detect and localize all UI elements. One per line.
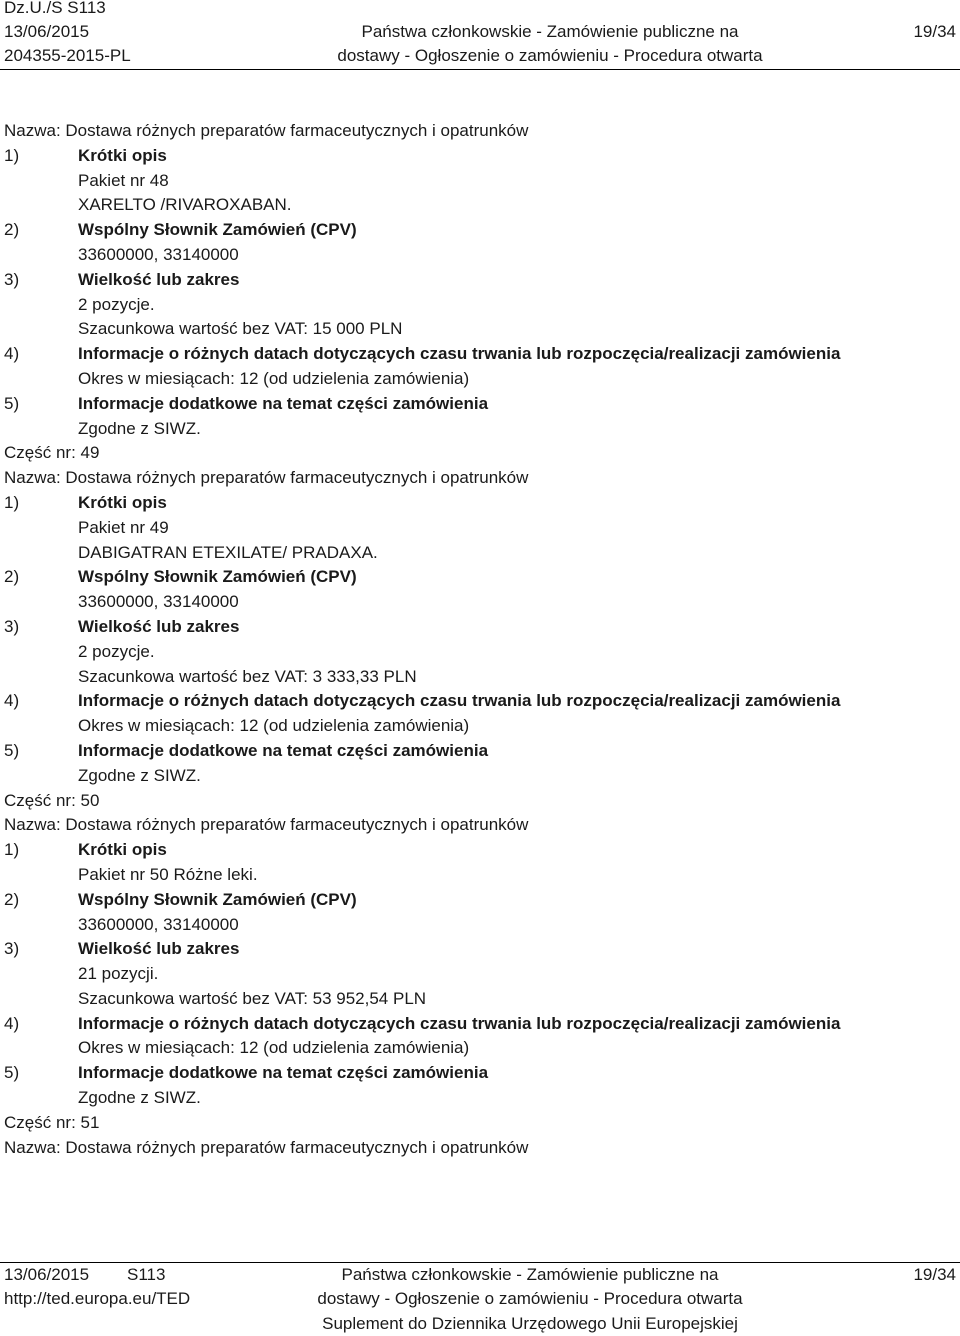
additional-info: Zgodne z SIWZ.	[78, 1088, 201, 1108]
quantity: 2 pozycje.	[78, 294, 155, 314]
section-5-heading: 5) Informacje dodatkowe na temat części zamówienia	[4, 393, 489, 413]
section-3-heading: 3) Wielkość lub zakres	[4, 616, 240, 636]
section-2-heading: 2) Wspólny Słownik Zamówień (CPV)	[4, 889, 357, 909]
footer-page-number: 19/34	[913, 1265, 956, 1284]
section-1-heading: 1) Krótki opis	[4, 492, 167, 512]
footer-supplement: Suplement do Dziennika Urzędowego Unii Europejskiej	[322, 1314, 738, 1333]
header-date: 13/06/2015	[4, 22, 90, 41]
part-number: Część nr: 51	[4, 1112, 100, 1132]
header-title-line1: Państwa członkowskie - Zamówienie publiczne na	[361, 22, 739, 41]
footer-series: S113	[127, 1265, 166, 1284]
cpv-codes: 33600000, 33140000	[78, 592, 239, 612]
footer-title-line1: Państwa członkowskie - Zamówienie publiczne na	[341, 1265, 719, 1284]
short-description: Pakiet nr 50 Różne leki.	[78, 864, 258, 884]
additional-info: Zgodne z SIWZ.	[78, 418, 201, 438]
estimated-value: Szacunkowa wartość bez VAT: 15 000 PLN	[78, 319, 403, 339]
part-name: Nazwa: Dostawa różnych preparatów farmaceutycznych i opatrunków	[4, 121, 529, 140]
additional-info: Zgodne z SIWZ.	[78, 765, 201, 785]
journal-ref: Dz.U./S S113	[4, 0, 106, 17]
quantity: 2 pozycje.	[78, 641, 155, 661]
part-name: Nazwa: Dostawa różnych preparatów farmaceutycznych i opatrunków	[4, 468, 529, 488]
short-description: XARELTO /RIVAROXABAN.	[78, 195, 292, 215]
document-body	[4, 119, 954, 1160]
duration: Okres w miesiącach: 12 (od udzielenia zamówienia)	[78, 368, 470, 388]
cpv-codes: 33600000, 33140000	[78, 914, 239, 934]
section-5-heading: 5) Informacje dodatkowe na temat części zamówienia	[4, 740, 489, 760]
part-number: Część nr: 49	[4, 443, 100, 463]
part-name: Nazwa: Dostawa różnych preparatów farmaceutycznych i opatrunków	[4, 1137, 529, 1157]
short-description: Pakiet nr 48	[78, 170, 169, 190]
part-number: Część nr: 50	[4, 790, 100, 810]
section-4-heading: 4) Informacje o różnych datach dotyczących czasu trwania lub rozpoczęcia/realizacji zamówienia	[4, 691, 841, 711]
section-2-heading: 2) Wspólny Słownik Zamówień (CPV)	[4, 220, 357, 240]
short-description: DABIGATRAN ETEXILATE/ PRADAXA.	[78, 542, 378, 562]
quantity: 21 pozycji.	[78, 964, 159, 984]
header-page-number: 19/34	[913, 22, 956, 41]
estimated-value: Szacunkowa wartość bez VAT: 53 952,54 PLN	[78, 988, 427, 1008]
duration: Okres w miesiącach: 12 (od udzielenia zamówienia)	[78, 1038, 470, 1058]
footer-url: http://ted.europa.eu/TED	[4, 1289, 191, 1308]
section-2-heading: 2) Wspólny Słownik Zamówień (CPV)	[4, 567, 357, 587]
section-4-heading: 4) Informacje o różnych datach dotyczących czasu trwania lub rozpoczęcia/realizacji zamówienia	[4, 1013, 841, 1033]
section-3-heading: 3) Wielkość lub zakres	[4, 939, 240, 959]
header-divider	[0, 69, 960, 70]
section-3-heading: 3) Wielkość lub zakres	[4, 269, 240, 289]
section-4-heading: 4) Informacje o różnych datach dotyczących czasu trwania lub rozpoczęcia/realizacji zamówienia	[4, 344, 841, 364]
footer-date: 13/06/2015	[4, 1265, 90, 1284]
short-description: Pakiet nr 49	[78, 517, 169, 537]
page-footer	[0, 1262, 960, 1334]
footer-title-line2: dostawy - Ogłoszenie o zamówieniu - Procedura otwarta	[317, 1289, 743, 1308]
part-name: Nazwa: Dostawa różnych preparatów farmaceutycznych i opatrunków	[4, 815, 529, 835]
section-1-heading: 1) Krótki opis	[4, 840, 167, 860]
cpv-codes: 33600000, 33140000	[78, 244, 239, 264]
estimated-value: Szacunkowa wartość bez VAT: 3 333,33 PLN	[78, 666, 417, 686]
section-1-heading: 1) Krótki opis	[4, 145, 167, 165]
header-title-line2: dostawy - Ogłoszenie o zamówieniu - Procedura otwarta	[337, 46, 763, 65]
page-header	[0, 0, 960, 72]
section-5-heading: 5) Informacje dodatkowe na temat części zamówienia	[4, 1063, 489, 1083]
duration: Okres w miesiącach: 12 (od udzielenia zamówienia)	[78, 716, 470, 736]
doc-id: 204355-2015-PL	[4, 46, 131, 65]
